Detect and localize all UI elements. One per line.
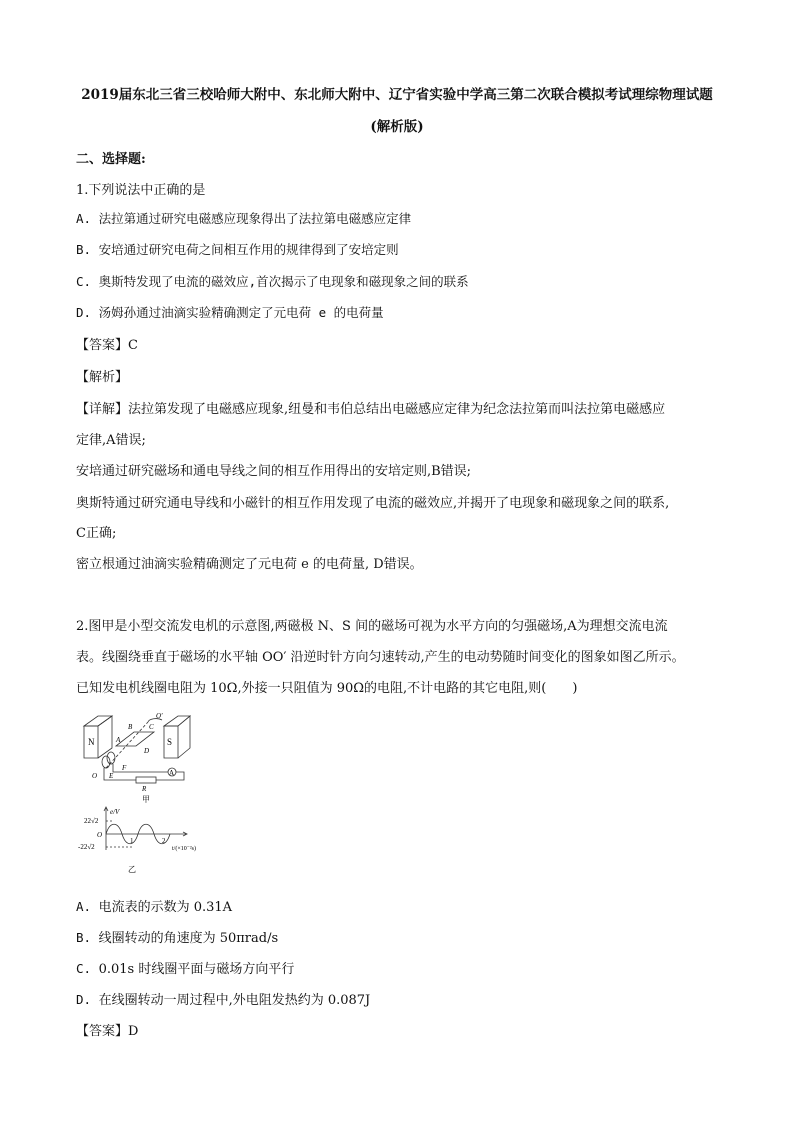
resistor-label: R bbox=[142, 785, 147, 793]
ammeter-label: A bbox=[169, 769, 175, 777]
q1-option-b: B. 安培通过研究电荷之间相互作用的规律得到了安培定则 bbox=[76, 242, 399, 257]
figure-jia-label: 甲 bbox=[142, 795, 150, 804]
q2-option-c: C. 0.01s 时线圈平面与磁场方向平行 bbox=[76, 961, 295, 977]
document-title: 2019届东北三省三校哈师大附中、东北师大附中、辽宁省实验中学高三第二次联合模拟考试理综物理试题 bbox=[81, 87, 713, 103]
coil-label-d: D bbox=[144, 747, 150, 755]
q1-option-a: A. 法拉第通过研究电磁感应现象得出了法拉第电磁感应定律 bbox=[76, 211, 412, 226]
q1-detail-line: 安培通过研究磁场和通电导线之间的相互作用得出的安培定则,B错误; bbox=[76, 464, 472, 479]
x-axis-label: t/(×10⁻²s) bbox=[172, 846, 197, 852]
q2-answer: 【答案】D bbox=[76, 1024, 139, 1039]
generator-figure bbox=[76, 708, 216, 883]
x-tick-1: 1 bbox=[130, 837, 134, 845]
magnet-s-label: S bbox=[167, 737, 173, 747]
q1-stem: 1.下列说法中正确的是 bbox=[76, 183, 206, 198]
figure-yi-label: 乙 bbox=[128, 865, 136, 874]
q1-detail-line: 定律,A错误; bbox=[76, 433, 146, 448]
q1-detail-line: 【详解】法拉第发现了电磁感应现象,纽曼和韦伯总结出电磁感应定律为纪念法拉第而叫法拉第电磁感应 bbox=[76, 402, 666, 417]
axis-label-o: O bbox=[92, 772, 98, 780]
q1-detail-line: 奥斯特通过研究通电导线和小磁针的相互作用发现了电流的磁效应,并揭开了电现象和磁现象之间的联系, bbox=[76, 496, 670, 511]
y-tick-top: 22√2 bbox=[84, 817, 99, 825]
coil-label-b: B bbox=[128, 723, 133, 731]
ring-label-e: E bbox=[109, 772, 114, 780]
coil-label-c: C bbox=[149, 723, 154, 731]
magnet-n-label: N bbox=[88, 737, 95, 747]
q1-detail-line: 密立根通过油滴实验精确测定了元电荷 e 的电荷量, D错误。 bbox=[76, 557, 423, 572]
q1-option-d: D. 汤姆孙通过油滴实验精确测定了元电荷 e 的电荷量 bbox=[76, 305, 384, 320]
coil-label-a: A bbox=[116, 736, 121, 744]
y-origin: O bbox=[97, 831, 103, 839]
document-subtitle: (解析版) bbox=[370, 119, 424, 135]
q2-stem-line: 表。线圈绕垂直于磁场的水平轴 OO′ 沿逆时针方向匀速转动,产生的电动势随时间变化的图象如图乙所示。 bbox=[76, 650, 685, 665]
q2-option-b: B. 线圈转动的角速度为 50πrad/s bbox=[76, 930, 279, 946]
q1-answer: 【答案】C bbox=[76, 338, 138, 353]
section-heading: 二、选择题: bbox=[76, 152, 146, 167]
q2-stem-line: 已知发电机线圈电阻为 10Ω,外接一只阻值为 90Ω的电阻,不计电路的其它电阻,则( ) bbox=[76, 681, 578, 696]
y-tick-bottom: -22√2 bbox=[78, 843, 95, 851]
q2-option-a: A. 电流表的示数为 0.31A bbox=[76, 899, 233, 915]
q2-option-d: D. 在线圈转动一周过程中,外电阻发热约为 0.087J bbox=[76, 992, 371, 1008]
q1-detail-line: C正确; bbox=[76, 526, 117, 541]
q2-stem-line: 2.图甲是小型交流发电机的示意图,两磁极 N、S 间的磁场可视为水平方向的匀强磁场,A为理想交流电流 bbox=[76, 619, 668, 634]
generator-diagram bbox=[76, 708, 216, 883]
q1-analysis-label: 【解析】 bbox=[76, 370, 129, 385]
axis-label-o-prime: O′ bbox=[156, 712, 163, 720]
q1-option-c: C. 奥斯特发现了电流的磁效应,首次揭示了电现象和磁现象之间的联系 bbox=[76, 274, 469, 289]
y-axis-label: e/V bbox=[110, 808, 120, 816]
x-tick-2: 2 bbox=[162, 837, 166, 845]
ring-label-f: F bbox=[122, 764, 127, 772]
